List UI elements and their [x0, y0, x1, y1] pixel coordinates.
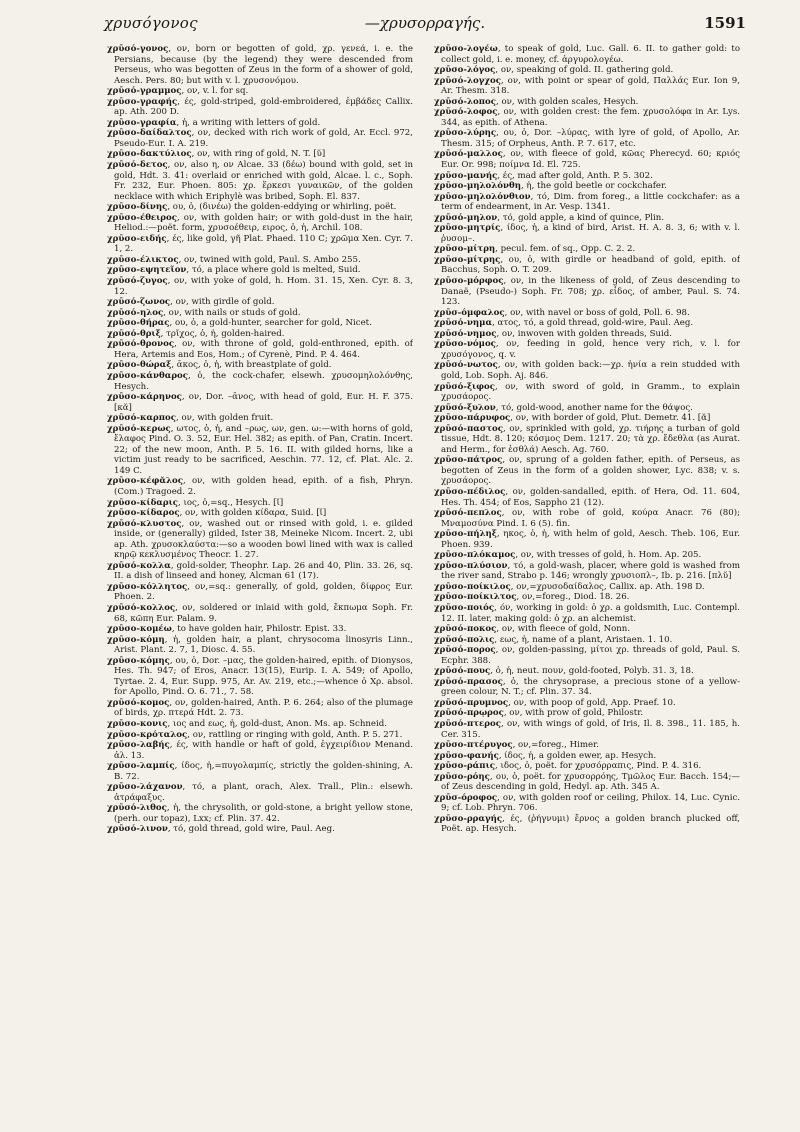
entry-definition: , ον, speaking of gold. II. gathering gold.	[495, 65, 674, 76]
dictionary-entry	[107, 582, 413, 603]
entry-definition: , ον, born or begotten of gold, χρ. γενεά, i. e. the Persians, because (by the legend) they were descended from Perseus, who was begotten of Zeus in the form of a shower of gold, Aesch. Pers. 80; but with v. l. χρυσονόμου.	[114, 44, 413, 86]
dictionary-entry	[434, 360, 740, 381]
dictionary-entry	[107, 508, 413, 519]
entry-headword: χρῡσο-εψητεῖον	[107, 265, 187, 276]
entry-headword: χρῡσο-κάνθαρος	[107, 370, 189, 381]
entry-headword: χρῡσο-γραφής	[107, 96, 178, 107]
entry-headword: χρῡσο-κρόταλος	[107, 729, 188, 740]
entry-definition: , ον, with poop of gold, App. Praef. 10.	[508, 697, 676, 708]
entry-definition: , τό, gold apple, a kind of quince, Plin.	[497, 212, 665, 223]
entry-headword: χρῡσό-πεπλος	[434, 508, 502, 519]
entry-definition: , ον, with fleece of gold, Nonn.	[496, 624, 631, 635]
entry-definition: , ον, golden-passing, μίτοι χρ. threads of gold, Paul. S. Ecphr. 388.	[441, 645, 740, 666]
entry-headword: χρῡσο-πλύσιον	[434, 560, 508, 571]
entry-definition: , ον, feeding in gold, hence very rich, v. l. for χρυσόγονος, q. v.	[441, 339, 740, 360]
entry-headword: χρῡσο-πλόκαμος	[434, 550, 516, 561]
entry-headword: χρῡσο-νόμος	[434, 339, 496, 350]
dictionary-entry	[107, 149, 413, 160]
entry-headword: χρῡσο-κάρηνος	[107, 392, 182, 403]
entry-headword: χρῡσό-ξυλον	[434, 402, 496, 413]
dictionary-entry	[434, 719, 740, 740]
entry-headword: χρῡσο-λογέω	[434, 44, 498, 54]
entry-definition: , ές, mad after gold, Anth. P. 5. 302.	[497, 170, 653, 181]
entry-headword: χρῡσό-μαλλος	[434, 149, 503, 160]
dictionary-entry	[107, 265, 413, 276]
entry-headword: χρῡσό-πρυμνος	[434, 697, 509, 708]
entry-definition: , to have golden hair, Philostr. Epist. 33.	[171, 624, 347, 635]
entry-headword: χρῡσο-πέδιλος	[434, 486, 506, 497]
entry-headword: χρῡσο-κίδαρις	[107, 497, 179, 508]
entry-definition: , ον, with fleece of gold, κῶας Pherecyd. 60; κριός Eur. Or. 998; ποίμνα Id. El. 725.	[441, 149, 740, 171]
entry-definition: , ον, in the likeness of gold, of Zeus descending to Danaë, (Pseudo-) Soph. Fr. 708; χρ. εἶδος, of amber, Paul. S. 74. 123.	[441, 276, 740, 308]
entry-definition: , ου, ὁ, with girdle or headband of gold, epith. of Bacchus, Soph. O. T. 209.	[441, 254, 740, 276]
entry-headword: χρῡσο-μηλολόνθιον	[434, 191, 531, 202]
dictionary-entry	[434, 192, 740, 213]
dictionary-entry	[107, 234, 413, 255]
entry-headword: χρῡσο-κόμη	[107, 634, 165, 645]
dictionary-entry	[434, 339, 740, 360]
dictionary-entry	[434, 698, 740, 709]
dictionary-entry	[107, 519, 413, 561]
entry-definition: , ἡ, the gold beetle or cockchafer.	[520, 181, 667, 192]
dictionary-entry	[107, 276, 413, 297]
dictionary-entry	[434, 592, 740, 603]
entry-headword: χρῡσο-δακτύλιος	[107, 149, 192, 160]
header-last-word: —χρυσορραγής.	[364, 14, 486, 32]
entry-definition: , ον, with robe of gold, κούρα Anacr. 76 (80); Μναμοσύνα Pind. I. 6 (5). fin.	[441, 508, 740, 529]
entry-definition: , ον,=χρυσοδαίδαλος, Callix. ap. Ath. 198 D.	[510, 581, 705, 592]
entry-definition: , ον, sprung of a golden father, epith. of Perseus, as begotten of Zeus in the form of a golden shower, Lyc. 838; v. s. χρυσάορος.	[441, 455, 740, 487]
dictionary-entry	[434, 529, 740, 550]
dictionary-entry	[434, 761, 740, 772]
entry-headword: χρῡσο-λόγος	[434, 65, 496, 76]
dictionary-entry	[434, 508, 740, 529]
entry-headword: χρῡσό-γραμμος	[107, 86, 182, 97]
entry-headword: χρῡσό-νημα	[434, 318, 493, 329]
entry-headword: χρῡσο-μανής	[434, 170, 498, 181]
entry-headword: χρῡσό-ηλος	[107, 307, 164, 318]
entry-headword: χρῡσο-κέφᾰλος	[107, 476, 184, 487]
dictionary-entry	[434, 97, 740, 108]
entry-definition: , τό, a plant, orach, Alex. Trall., Plin.: elsewh. ἀτράφαξυς.	[114, 782, 413, 803]
entry-headword: χρῡσο-ποιός	[434, 602, 495, 613]
page-number: 1591	[704, 14, 746, 32]
entry-headword: χρῡσο-ποίκιλτος	[434, 592, 517, 603]
left-column	[107, 44, 413, 1124]
entry-headword: χρῡσό-λιθος	[107, 803, 167, 814]
right-column	[434, 44, 740, 1124]
entry-definition: , ον,=sq.: generally, of gold, golden, δίφρος Eur. Phoen. 2.	[114, 581, 413, 603]
entry-headword: χρῡσό-κλυστος	[107, 518, 182, 529]
entry-definition: , τό, a gold-wash, placer, where gold is washed from the river sand, Strabo p. 146; wrongly χρυσιοπλ–, Ib. p. 216. [πλῠ]	[441, 560, 740, 582]
entry-definition: , ον, v. l. for sq.	[181, 86, 249, 97]
entry-definition: , ον, with golden back:—χρ. ἡνία a rein studded with gold, Lob. Soph. Aj. 846.	[441, 360, 740, 381]
entry-headword: χρῡσό-λογχος	[434, 75, 502, 86]
dictionary-entry	[434, 382, 740, 403]
entry-definition: , ον, washed out or rinsed with gold, i. e. gilded inside, or (generally) gilded, Ister 38, Meineke Nicom. Incert. 2, ubi ap. Ath. χρυσοκλαύστα:—so a wooden bowl lined with wax is called κηρῷ κεκλυσμένος Theocr. 1. 27.	[114, 518, 413, 561]
entry-definition: , ον, soldered or inlaid with gold, ἔκπωμα Soph. Fr. 68, κῶπη Eur. Palam. 9.	[114, 602, 413, 624]
entry-headword: χρῡσο-μητρίς	[434, 223, 501, 234]
entry-headword: χρῡσο-πήληξ	[434, 529, 497, 540]
entry-definition: , ἡ, a writing with letters of gold.	[176, 117, 321, 128]
dictionary-entry	[434, 603, 740, 624]
entry-definition: , ιδος, ὁ, poët. for χρυσόρραπις, Pind. P. 4. 316.	[494, 761, 702, 772]
entry-definition: , ον, with ring of gold, N. T. [ῠ]	[191, 149, 326, 160]
entry-definition: , to speak of gold, Luc. Gall. 6. II. to gather gold: to collect gold, i. e. money, cf. ἀργυρολογέω.	[441, 44, 740, 65]
dictionary-entry	[434, 308, 740, 319]
entry-definition: , ὁ, the chrysoprase, a precious stone of a yellow-green colour, N. T.; cf. Plin. 37. 34.	[441, 676, 740, 698]
dictionary-entry	[434, 255, 740, 276]
entry-definition: , ου, ὁ, a gold-hunter, searcher for gold, Nicet.	[169, 318, 372, 329]
dictionary-entry	[434, 814, 740, 835]
entry-definition: , ὁ, ἡ, neut. πουν, gold-footed, Polyb. 31. 3, 18.	[490, 666, 694, 677]
entry-definition: , pecul. fem. of sq., Opp. C. 2. 2.	[495, 244, 636, 255]
entry-headword: χρῡσο-κίδαρος	[107, 508, 180, 519]
dictionary-entry	[107, 297, 413, 308]
entry-headword: χρῡσό-κομος	[107, 697, 170, 708]
entry-definition: , ές, (ῥήγνυμι) ἔρνος a golden branch plucked off, Poët. ap. Hesych.	[441, 813, 740, 835]
entry-headword: χρῡσο-μηλολόνθη	[434, 181, 521, 192]
entry-definition: , ᾱκος, ὁ, ἡ, with breastplate of gold.	[171, 360, 332, 371]
entry-definition: , ηκος, ὁ, ἡ, with helm of gold, Aesch. Theb. 106, Eur. Phoen. 939.	[441, 529, 740, 550]
entry-definition: , ου, ὁ, Dor. –μας, the golden-haired, epith. of Dionysos, Hes. Th. 947; of Eros, Anacr. 13(15), Eurip. I. A. 549; of Apollo, Tyrtae. 2. 4, Eur. Supp. 975, Ar. Av. 219, etc.;—whence ὁ Χρ. absol. for Apollo, Pind. O. 6. 71., 7. 58.	[114, 655, 413, 698]
dictionary-entry	[107, 740, 413, 761]
dictionary-entry	[107, 318, 413, 329]
entry-headword: χρῡσό-λοφος	[434, 107, 498, 118]
dictionary-entry	[434, 487, 740, 508]
dictionary-entry	[434, 149, 740, 170]
entry-definition: , ές, like gold, γῆ Plat. Phaed. 110 C; χρῶμα Xen. Cyr. 7. 1, 2.	[114, 233, 413, 255]
entry-definition: , ον, with golden κίδαρα, Suid. [ῐ]	[179, 508, 327, 519]
dictionary-entry	[107, 476, 413, 497]
dictionary-entry	[107, 698, 413, 719]
entry-headword: χρῡσό-παστος	[434, 423, 503, 434]
entry-definition: , ον, golden-haired, Anth. P. 6. 264; also of the plumage of birds, χρ. πτερά Hdt. 2. 73.	[114, 697, 413, 719]
entry-headword: χρῡσο-λάχανον	[107, 782, 183, 793]
entry-headword: χρῡσό-πους	[434, 666, 491, 677]
entry-headword: χρῡσο-έλικτος	[107, 254, 179, 265]
entry-definition: , ἡ, the chrysolith, or gold-stone, a bright yellow stone, (perh. our topaz), Lxx; cf. Plin. 37. 42.	[114, 803, 413, 824]
entry-definition: , ον, with golden head, epith. of a fish, Phryn. (Com.) Tragoed. 2.	[114, 476, 413, 497]
entry-headword: χρῡσό-πολις	[434, 634, 495, 645]
entry-headword: χρῡσό-λοπος	[434, 96, 496, 107]
dictionary-entry	[107, 371, 413, 392]
entry-definition: , ον, with prow of gold, Philostr.	[503, 708, 644, 719]
entry-definition: , ον, with border of gold, Plut. Demetr. 41. [ᾰ]	[510, 413, 711, 424]
entry-definition: , gold-solder, Theophr. Lap. 26 and 40, Plin. 33. 26, sq. II. a dish of linseed and honey, Alcman 61 (17).	[114, 560, 413, 582]
dictionary-entry	[434, 413, 740, 424]
entry-definition: , ον, with point or spear of gold, Παλλάς Eur. Ion 9, Ar. Thesm. 318.	[441, 75, 740, 97]
entry-definition: , ωτος, ὁ, ἡ, and –ρως, ων, gen. ω:—with horns of gold, ἔλαφος Pind. O. 3. 52, Eur. Hel. 382; as epith. of Pan, Cratin. Incert. 22; of the new moon, Anth. P. 5. 16. II. with gilded horns, like a victim just ready to be sacrificed, Aeschin. 77. 12, cf. Plat. Alc. 2. 149 C.	[114, 423, 413, 476]
entry-headword: χρῡσο-κομέω	[107, 624, 172, 635]
entry-definition: , ον, with wings of gold, of Iris, Il. 8. 398., 11. 185, h. Cer. 315.	[441, 719, 740, 740]
entry-definition: , ίδος, ἡ,=πυγολαμπίς, strictly the golden-shining, A. B. 72.	[114, 761, 413, 782]
dictionary-entry	[107, 160, 413, 202]
entry-headword: χρῡσό-δετος	[107, 160, 168, 171]
entry-headword: χρῡσο-ποίκιλος	[434, 581, 511, 592]
dictionary-entry	[434, 751, 740, 762]
entry-headword: χρῡσο-γραφία	[107, 117, 177, 128]
dictionary-entry	[434, 772, 740, 793]
entry-headword: χρῡσο-θήρας	[107, 318, 170, 329]
dictionary-entry	[107, 44, 413, 86]
dictionary-entry	[434, 107, 740, 128]
entry-headword: χρῡσό-ζυγος	[107, 276, 168, 287]
entry-headword: χρῡσο-πτέρυγος	[434, 740, 513, 751]
dictionary-entry	[434, 645, 740, 666]
dictionary-entry	[434, 624, 740, 635]
entry-headword: χρῡσό-ποκος	[434, 624, 497, 635]
dictionary-entry	[107, 202, 413, 213]
entry-headword: χρῡσό-ζωνος	[107, 297, 171, 308]
entry-headword: χρῡσο-λύρης	[434, 128, 497, 139]
dictionary-entry	[434, 561, 740, 582]
entry-headword: χρῡσο-μόρφος	[434, 276, 504, 287]
entry-definition: , ές, with handle or haft of gold, ἐγχειρίδιον Menand. ἀλ. 13.	[114, 740, 413, 761]
entry-definition: , ὁ, the cock-chafer, elsewh. χρυσομηλολόνθης, Hesych.	[114, 370, 413, 392]
entry-definition: , ἡ, golden hair, a plant, chrysocoma linosyris Linn., Arist. Plant. 2. 7, 1, Diosc. 4. 55.	[114, 634, 413, 656]
entry-definition: , ον, inwoven with golden threads, Suid.	[496, 328, 672, 339]
entry-definition: , ον, with tresses of gold, h. Hom. Ap. 205.	[515, 550, 702, 561]
dictionary-entry	[434, 677, 740, 698]
dictionary-entry	[434, 635, 740, 646]
entry-definition: , ον, with golden fruit.	[176, 413, 274, 424]
entry-definition: , ον, with golden roof or ceiling, Philox. 14, Luc. Cynic. 9; cf. Lob. Phryn. 706.	[441, 792, 740, 814]
entry-definition: , ές, gold-striped, gold-embroidered, ἐμβάδες Callix. ap. Ath. 200 D.	[114, 96, 413, 118]
dictionary-entry	[434, 424, 740, 456]
entry-definition: , ον, Dor. –ᾱνος, with head of gold, Eur. H. F. 375. [κᾰ]	[114, 392, 413, 413]
entry-definition: , ου, ὁ, poët. for χρυσορρόης, Τμῶλος Eur. Bacch. 154;—of Zeus descending in gold, Hedyl. ap. Ath. 345 A.	[441, 771, 740, 793]
dictionary-entry	[434, 550, 740, 561]
entry-headword: χρῡσο-φανής	[434, 750, 499, 761]
dictionary-entry	[434, 76, 740, 97]
dictionary-entry	[107, 730, 413, 741]
entry-headword: χρῡσο-κόλλητος	[107, 581, 188, 592]
dictionary-entry	[434, 128, 740, 149]
dictionary-entry	[434, 276, 740, 308]
dictionary-entry	[434, 708, 740, 719]
entry-headword: χρῡσο-ρραγής	[434, 813, 503, 824]
entry-definition: , ον, with golden hair; or with gold-dust in the hair, Heliod.:—poët. form, χρυσοέθειρ, ειρος, ὁ, ἡ, Archil. 108.	[114, 212, 413, 234]
entry-headword: χρῡσό-λινον	[107, 824, 168, 835]
entry-definition: , ον, decked with rich work of gold, Ar. Eccl. 972, Pseudo-Eur. I. A. 219.	[114, 128, 413, 149]
entry-headword: χρῡσο-λαβής	[107, 740, 170, 751]
dictionary-entry	[107, 128, 413, 149]
dictionary-entry	[434, 666, 740, 677]
dictionary-entry	[434, 403, 740, 414]
entry-definition: , τό, gold-wood, another name for the θάψος.	[495, 402, 693, 413]
entry-headword: χρῡσό-πορος	[434, 645, 496, 656]
entry-headword: χρῡσό-κερως	[107, 423, 171, 434]
entry-definition: , ον,=foreg., Himer.	[512, 740, 599, 751]
dictionary-entry	[434, 329, 740, 340]
entry-definition: , τό, Dim. from foreg., a little cockchafer: as a term of endearment, in Ar. Vesp. 1341.	[441, 191, 740, 213]
entry-headword: χρῡσο-έθειρος	[107, 212, 177, 223]
dictionary-entry	[107, 308, 413, 319]
entry-definition: , τρῐχος, ὁ, ἡ, golden-haired.	[160, 328, 285, 339]
dictionary-entry	[107, 561, 413, 582]
entry-headword: χρῡσό-μηλον	[434, 212, 498, 223]
entry-headword: χρῡσό-πρῳρος	[434, 708, 504, 719]
dictionary-entry	[107, 635, 413, 656]
dictionary-entry	[107, 213, 413, 234]
entry-headword: χρῡσό-θρονος	[107, 339, 175, 350]
entry-headword: χρῡσο-μίτρης	[434, 254, 501, 265]
entry-definition: , ον, with girdle of gold.	[170, 297, 275, 308]
dictionary-entry	[107, 824, 413, 835]
entry-headword: χρῡσο-θώραξ	[107, 360, 172, 371]
entry-definition: , ον, with navel or boss of gold, Poll. 6. 98.	[504, 307, 690, 318]
dictionary-entry	[107, 255, 413, 266]
entry-definition: , εως, ἡ, name of a plant, Aristaen. 1. 10.	[494, 634, 673, 645]
dictionary-entry	[107, 424, 413, 477]
entry-definition: , τό, gold thread, gold wire, Paul. Aeg.	[167, 824, 335, 835]
entry-definition: , ου, ὁ, Dor. –λύρας, with lyre of gold, of Apollo, Ar. Thesm. 315; of Orpheus, Anth. P. 7. 617, etc.	[441, 128, 740, 149]
entry-definition: , ον, golden-sandalled, epith. of Hera, Od. 11. 604, Hes. Th. 454; of Eos, Sappho 21 (12).	[441, 486, 740, 508]
entry-definition: , ον,=foreg., Diod. 18. 26.	[516, 592, 630, 603]
dictionary-entry	[434, 171, 740, 182]
entry-definition: , ου, ὁ, (δινέω) the golden-eddying or whirling, poët.	[167, 202, 397, 213]
entry-headword: χρῡσο-μίτρη	[434, 244, 496, 255]
dictionary-entry	[434, 793, 740, 814]
entry-headword: χρῡσο-ράπις	[434, 761, 495, 772]
entry-definition: , ον, with throne of gold, gold-enthroned, epith. of Hera, Artemis and Eos, Hom.; of Cyrenè, Pind. P. 4. 464.	[114, 339, 413, 360]
entry-definition: , τό, a place where gold is melted, Suid.	[186, 265, 361, 276]
dictionary-entry	[107, 392, 413, 413]
dictionary-entry	[434, 213, 740, 224]
entry-definition: , ον, also η, ον Alcae. 33 (δέω) bound with gold, set in gold, Hdt. 3. 41: overlaid or enriched with gold, Alcae. l. c., Soph. Fr. 232, Eur. Phoen. 805: χρ. ἕρκεσι γυναικῶν, of the golden necklace with which Eriphylè was bribed, Soph. El. 837.	[114, 160, 413, 202]
entry-headword: χρῡσο-πάτρος	[434, 455, 503, 466]
dictionary-entry	[107, 782, 413, 803]
entry-definition: , ον, with sword of gold, in Gramm., to explain χρυσάορος.	[441, 381, 740, 403]
entry-definition: , ον, with golden crest: the fem. χρυσολόφα in Ar. Lys. 344, as epith. of Athena.	[441, 107, 740, 128]
entry-headword: χρῡσο-λαμπίς	[107, 761, 175, 772]
dictionary-entry	[434, 740, 740, 751]
entry-definition: , ίδος, ἡ, a golden ewer, ap. Hesych.	[498, 750, 657, 761]
dictionary-entry	[434, 181, 740, 192]
dictionary-entry	[107, 498, 413, 509]
dictionary-entry	[434, 65, 740, 76]
dictionary-entry	[107, 86, 413, 97]
dictionary-entry	[107, 339, 413, 360]
entry-headword: χρῡσό-κολλος	[107, 602, 176, 613]
dictionary-entry	[107, 97, 413, 118]
entry-definition: , ον, with golden scales, Hesych.	[495, 96, 639, 107]
dictionary-entry	[107, 118, 413, 129]
dictionary-entry	[107, 761, 413, 782]
entry-headword: χρῡσο-ρόης	[434, 771, 490, 782]
entry-headword: χρῡσό-θριξ	[107, 328, 161, 339]
dictionary-entry	[434, 318, 740, 329]
entry-headword: χρῡσο-κονις	[107, 719, 168, 729]
entry-headword: χρῡσο-δίνης	[107, 202, 168, 213]
entry-headword: χρῡσο-πάρυφος	[434, 413, 511, 424]
entry-definition: , ον, with nails or studs of gold.	[163, 307, 301, 318]
entry-headword: χρῡσ-όροφος	[434, 792, 498, 803]
entry-headword: χρῡσό-γονος	[107, 44, 169, 54]
header-first-word: χρυσόγονος	[104, 14, 198, 32]
dictionary-entry	[434, 223, 740, 244]
dictionary-entry	[107, 624, 413, 635]
entry-definition: , ατος, τό, a gold thread, gold-wire, Paul. Aeg.	[492, 318, 694, 329]
entry-headword: χρῡσό-νημος	[434, 328, 497, 339]
entry-definition: , ιος and εως, ἡ, gold-dust, Anon. Ms. ap. Schneid.	[167, 719, 387, 729]
entry-headword: χρῡσο-δαίδαλτος	[107, 128, 192, 139]
entry-headword: χρῡσό-πτερος	[434, 719, 501, 729]
dictionary-entry	[107, 803, 413, 824]
dictionary-entry	[107, 360, 413, 371]
dictionary-entry	[434, 44, 740, 65]
entry-headword: χρῡσό-καρπος	[107, 413, 176, 424]
dictionary-entry	[107, 719, 413, 730]
dictionary-entry	[107, 603, 413, 624]
entry-definition: , ον, rattling or ringing with gold, Anth. P. 5. 271.	[187, 729, 403, 740]
dictionary-entry	[107, 329, 413, 340]
entry-definition: , ον, twined with gold, Paul. S. Ambo 255.	[178, 254, 361, 265]
entry-headword: χρῡσο-κόμης	[107, 655, 170, 666]
dictionary-entry	[434, 244, 740, 255]
entry-headword: χρῡσό-πρασος	[434, 676, 503, 687]
entry-definition: , ον, with yoke of gold, h. Hom. 31. 15, Xen. Cyr. 8. 3, 12.	[114, 276, 413, 297]
entry-headword: χρῡσό-κολλα	[107, 560, 171, 571]
dictionary-entry	[434, 582, 740, 593]
entry-headword: χρῡσ-όμφαλος	[434, 307, 505, 318]
dictionary-entry	[107, 413, 413, 424]
entry-definition: , ον, sprinkled with gold, χρ. τιήρης a turban of gold tissue, Hdt. 8. 120; κόσμος Dem. 1217. 20; τὰ χρ. ἔδεθλα (as Aurat. and Herm., for ἑσθλά) Aesch. Ag. 760.	[441, 423, 740, 455]
entry-headword: χρῡσο-ειδής	[107, 233, 167, 244]
entry-definition: , ίδος, ἡ, a kind of bird, Arist. H. A. 8. 3, 6; with v. l. ῥυσομ–.	[441, 223, 740, 244]
entry-definition: , ιος, ὁ,=sq., Hesych. [ῐ]	[178, 497, 284, 508]
dictionary-entry	[434, 455, 740, 487]
entry-definition: , όν, working in gold: ὁ χρ. a goldsmith, Luc. Contempl. 12. II. later, making gold: ὁ χρ. an alchemist.	[441, 602, 740, 624]
entry-headword: χρῡσό-ξιφος	[434, 381, 495, 392]
page-header	[104, 14, 746, 38]
dictionary-entry	[107, 656, 413, 698]
entry-headword: χρῡσό-νωτος	[434, 360, 498, 371]
